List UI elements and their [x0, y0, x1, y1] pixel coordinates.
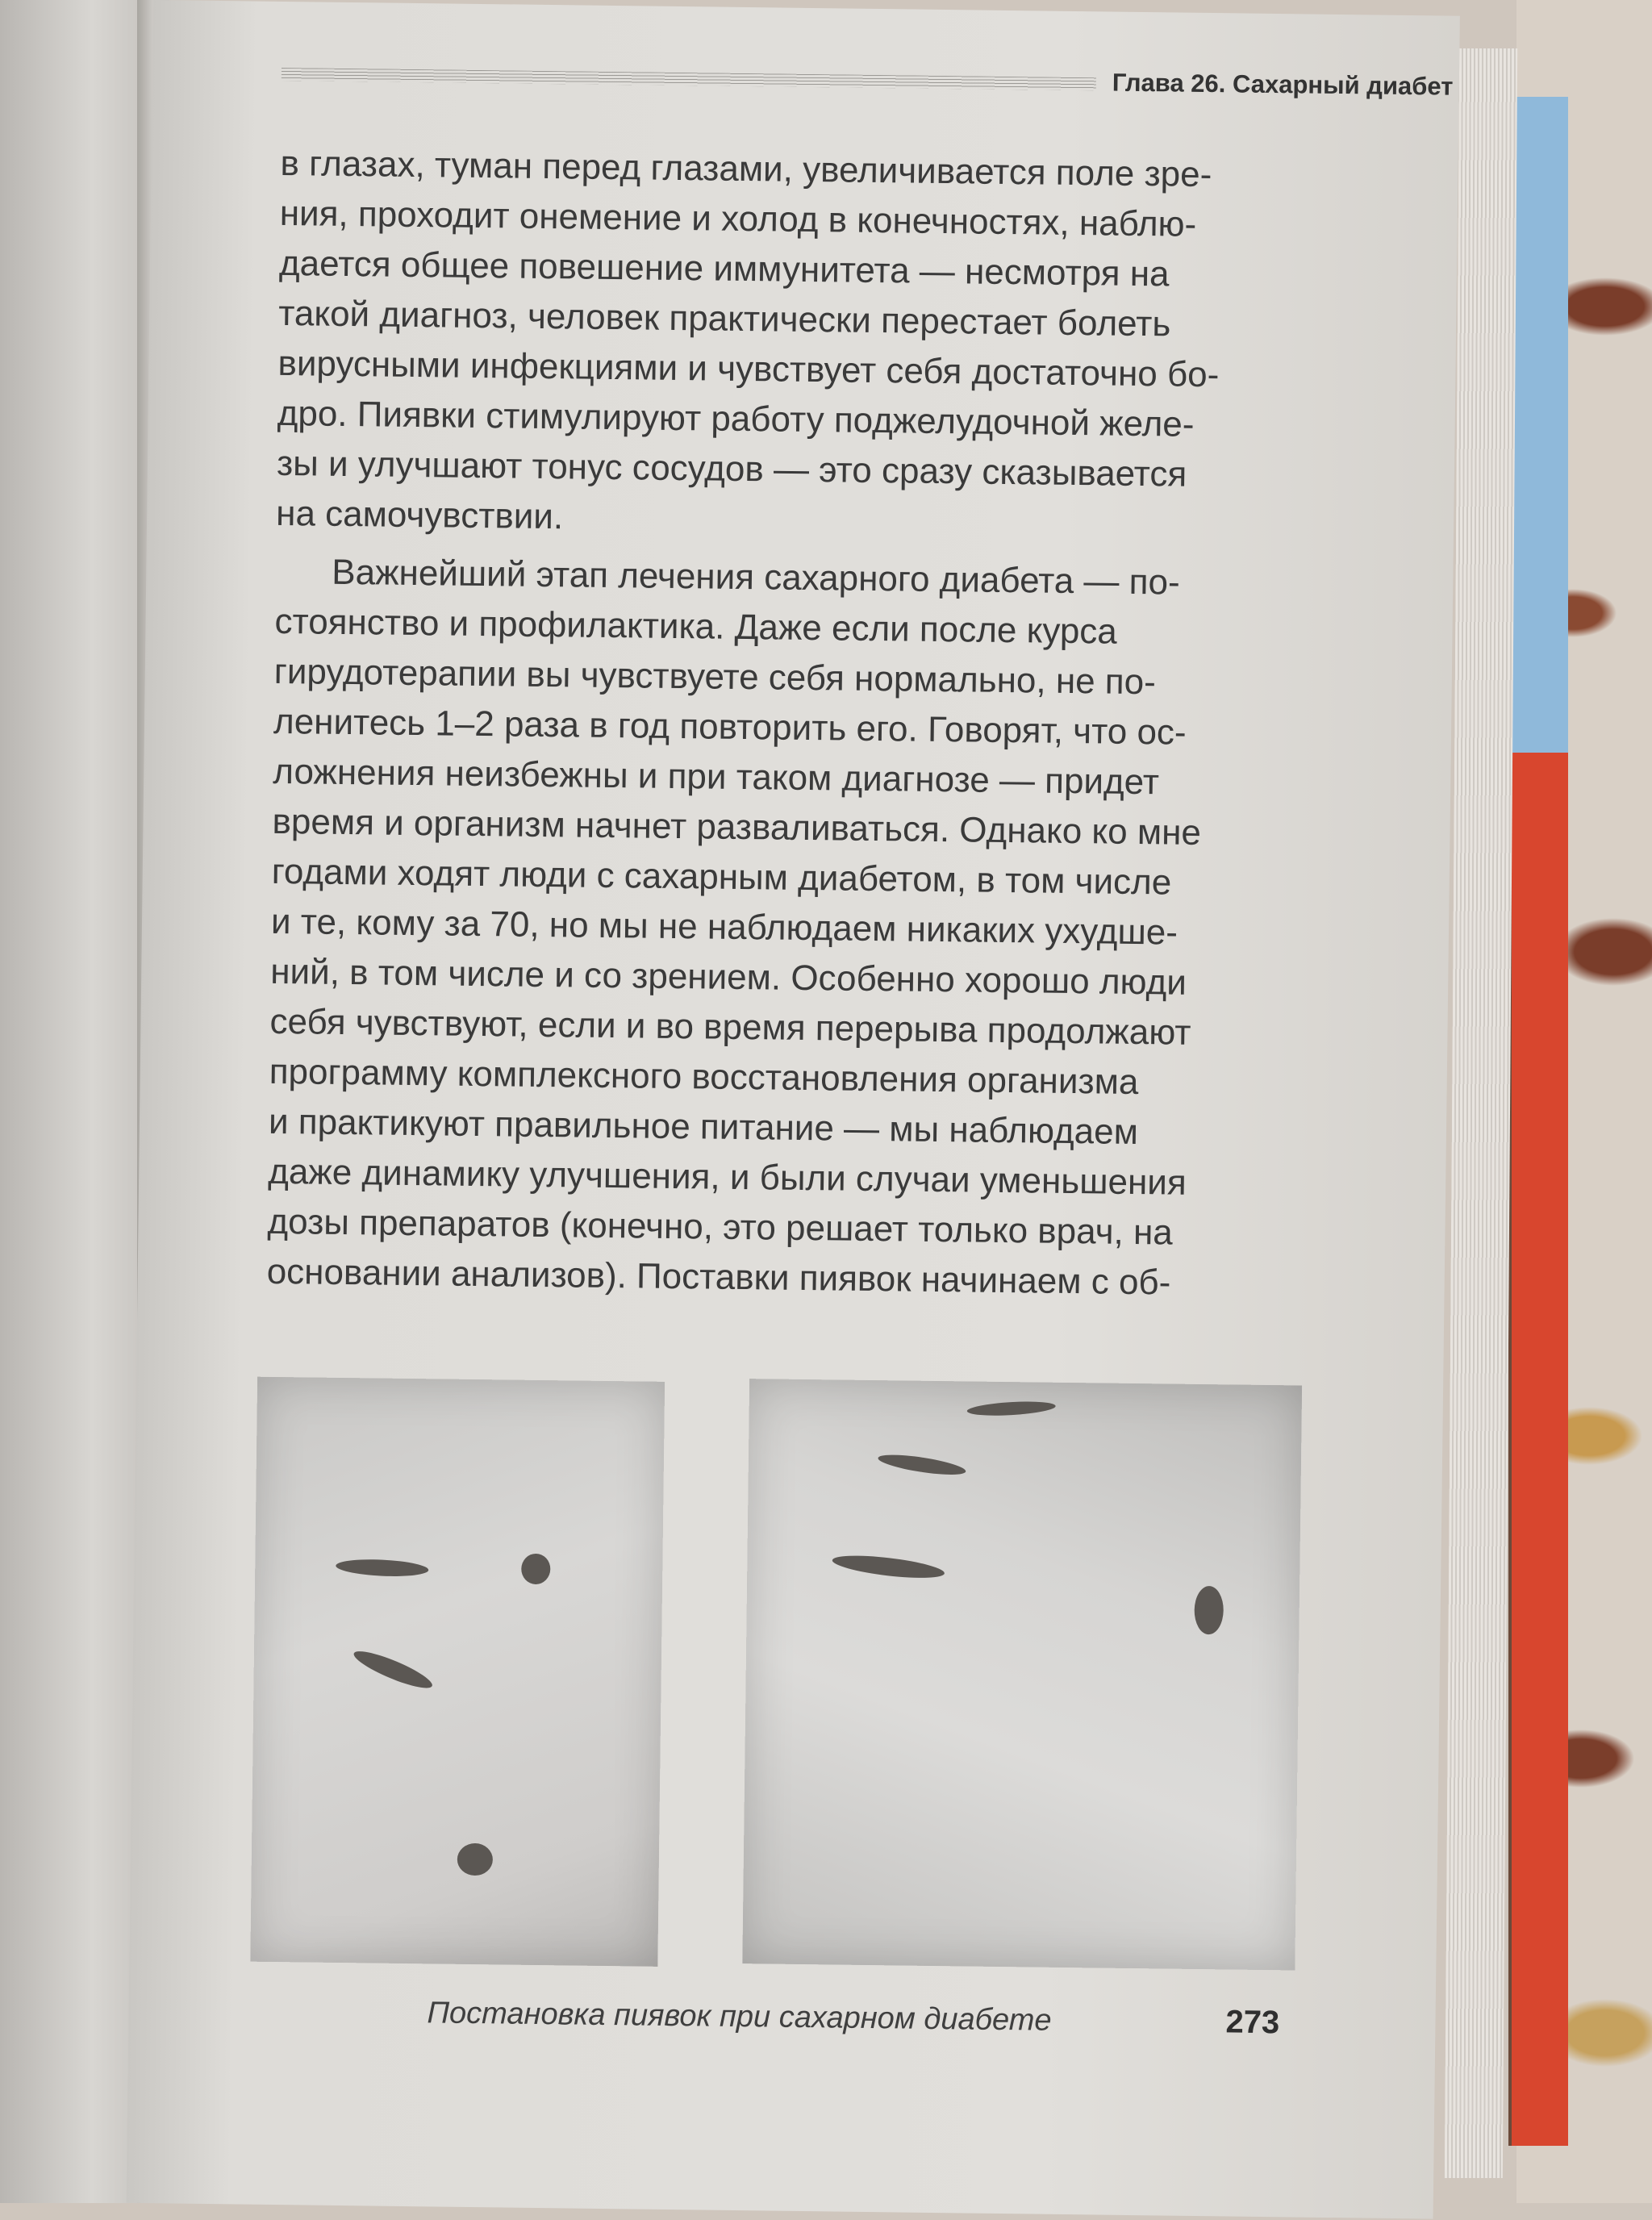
- text-line: гирудотерапии вы чувствуете себя нормально, не по-: [273, 651, 1157, 703]
- leech-photo-left: [250, 1377, 665, 1967]
- leech: [336, 1558, 429, 1578]
- leech: [877, 1451, 966, 1479]
- text-line: себя чувствуют, если и во время перерыва продолжают: [269, 1001, 1191, 1053]
- text-line: основании анализов). Поставки пиявок начинаем с об-: [266, 1251, 1171, 1303]
- text-line: зы и улучшают тонус сосудов — это сразу сказывается: [276, 443, 1187, 494]
- text-line: годами ходят люди с сахарным диабетом, в том числе: [271, 851, 1172, 903]
- leech: [832, 1551, 946, 1582]
- text-line: дро. Пиявки стимулируют работу поджелудочной желе-: [277, 393, 1195, 444]
- text-line: вирусными инфекциями и чувствует себя достаточно бо-: [277, 343, 1220, 395]
- header-rule: [282, 68, 1096, 90]
- paragraph-2: [266, 547, 1348, 1310]
- book-cover-edge: [1508, 97, 1568, 2146]
- paragraph-1: [276, 139, 1354, 552]
- leech-photo-right: [742, 1379, 1302, 1970]
- text-line: программу комплексного восстановления организма: [269, 1051, 1139, 1103]
- text-line: ний, в том числе и со зрением. Особенно хорошо люди: [269, 951, 1187, 1003]
- chapter-title: Глава 26. Сахарный диабет: [1112, 68, 1454, 101]
- body-text: [266, 139, 1353, 1310]
- text-line: дозы препаратов (конечно, это решает только врач, на: [267, 1201, 1174, 1253]
- text-line: ложнения неизбежны и при таком диагнозе — придет: [273, 751, 1160, 803]
- leech: [1194, 1586, 1224, 1634]
- text-line: такой диагноз, человек практически перестает болеть: [277, 293, 1171, 344]
- leech: [351, 1645, 436, 1694]
- text-line: на самочувствии.: [275, 493, 564, 537]
- text-line: Важнейший этап лечения сахарного диабета — по-: [332, 552, 1180, 603]
- book-page: [127, 0, 1460, 2219]
- text-line: дается общее повешение иммунитета — несмотря на: [278, 243, 1170, 294]
- text-line: и те, кому за 70, но мы не наблюдаем никаких ухудше-: [270, 901, 1179, 953]
- text-line: ния, проходит онемение и холод в конечностях, наблю-: [279, 193, 1197, 244]
- leech: [966, 1400, 1056, 1417]
- running-header: [281, 47, 1524, 127]
- text-line: ленитесь 1–2 раза в год повторить его. Говорят, что ос-: [273, 701, 1187, 753]
- leech: [521, 1554, 550, 1584]
- text-line: даже динамику улучшения, и были случаи уменьшения: [267, 1151, 1187, 1203]
- text-line: и практикуют правильное питание — мы наблюдаем: [268, 1101, 1139, 1153]
- text-line: в глазах, туман перед глазами, увеличивается поле зре-: [280, 143, 1212, 195]
- leech: [457, 1843, 493, 1876]
- text-line: время и организм начнет разваливаться. Однако ко мне: [272, 801, 1202, 853]
- figure-caption: Постановка пиявок при сахарном диабете: [427, 1996, 1052, 2038]
- page-number: 273: [1225, 2004, 1280, 2041]
- text-line: стоянство и профилактика. Даже если после курса: [274, 601, 1118, 652]
